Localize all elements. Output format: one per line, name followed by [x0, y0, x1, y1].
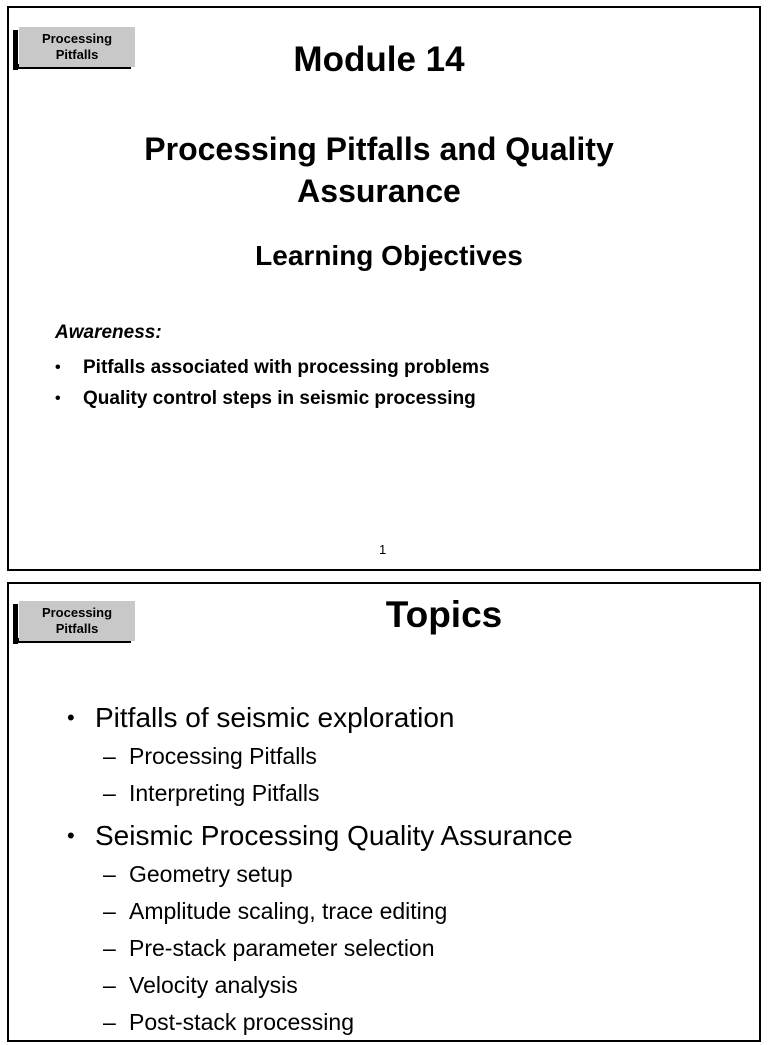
topics-list — [65, 698, 573, 1045]
objectives-heading: Learning Objectives — [255, 240, 523, 271]
topic-item: • Seismic Processing Quality Assurance — [65, 816, 573, 856]
topic-item: • Pitfalls of seismic exploration — [65, 698, 573, 738]
awareness-list — [49, 352, 490, 414]
subtopic-item: – Geometry setup — [65, 856, 573, 893]
subtopics-list — [65, 856, 573, 1041]
subtopics-list — [65, 738, 573, 812]
subtopic-group — [65, 738, 573, 812]
subtopic-item: – Post-stack processing — [65, 1004, 573, 1041]
subtopic-item: – Pre-stack parameter selection — [65, 930, 573, 967]
badge-label — [19, 601, 135, 641]
section-badge — [13, 596, 127, 644]
slide-1 — [7, 6, 761, 571]
awareness-item: • Quality control steps in seismic processing — [49, 383, 490, 414]
badge-line-2: Pitfalls — [55, 621, 99, 636]
badge-label — [19, 27, 135, 67]
section-badge — [13, 22, 127, 70]
slide-2 — [7, 582, 761, 1042]
subtopic-item: – Interpreting Pitfalls — [65, 775, 573, 812]
badge-line-1: Processing — [41, 605, 113, 620]
awareness-label: Awareness: — [55, 322, 162, 343]
module-subtitle: Processing Pitfalls and Quality Assurance — [144, 131, 614, 209]
awareness-item: • Pitfalls associated with processing problems — [49, 352, 490, 383]
page-number: 1 — [379, 542, 387, 557]
topics-title: Topics — [385, 594, 503, 635]
badge-line-1: Processing — [41, 31, 113, 46]
subtopic-item: – Processing Pitfalls — [65, 738, 573, 775]
subtopic-item: – Velocity analysis — [65, 967, 573, 1004]
subtopic-group — [65, 856, 573, 1041]
module-title: Module 14 — [293, 40, 465, 79]
subtopic-item: – Amplitude scaling, trace editing — [65, 893, 573, 930]
badge-line-2: Pitfalls — [55, 47, 99, 62]
